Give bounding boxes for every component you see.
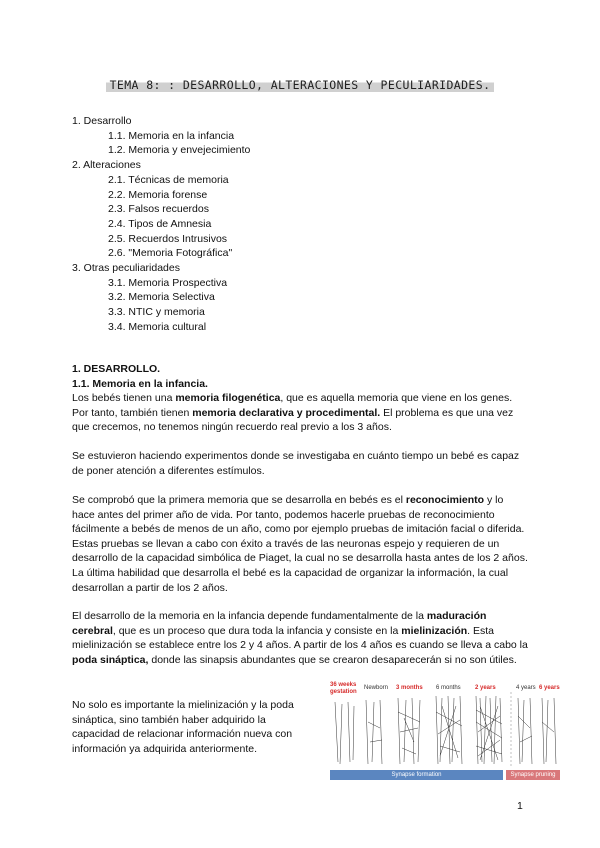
- toc-subitem: 3.1. Memoria Prospectiva: [108, 276, 228, 289]
- document-title-text: TEMA 8: : DESARROLLO, ALTERACIONES Y PECULIARIDADES.: [106, 77, 495, 93]
- neurons-6-months: [436, 696, 462, 764]
- paragraph: Se comprobó que la primera memoria que se desarrolla en bebés es el reconocimiento y lo hace antes del primer año de vida. Por tanto, podemos hacerle pruebas de reconocimiento fácilmente a bebés de menos de un año, como por ejemplo pruebas de imitación facial o diferida. Estas pruebas se llevan a cabo con éxito a través de las neuronas espejo y requieren de un desarrollo de la capacidad simbólica de Piaget, la cual no se desarrolla hasta antes de los 2 años. La última habilidad que desarrolla el bebé es la capacidad de organizar la información, la cual desarrollan a partir de los 2 años.: [72, 494, 528, 594]
- toc-subitem: 2.1. Técnicas de memoria: [108, 173, 229, 186]
- paragraph: Se estuvieron haciendo experimentos donde se investigaba en cuánto tiempo un bebé es capaz de poner atención a diferentes estímulos.: [72, 450, 520, 477]
- toc-item: 2. Alteraciones: [72, 159, 141, 172]
- page-number: 1: [517, 800, 523, 812]
- document-title: [0, 76, 600, 94]
- toc-subitem: 2.4. Tipos de Amnesia: [108, 217, 212, 230]
- neurons-2-years: [476, 696, 502, 764]
- figure-label-6-months: 6 months: [436, 685, 461, 691]
- toc-subitem: 1.1. Memoria en la infancia: [108, 129, 235, 142]
- toc-subitem: 2.2. Memoria forense: [108, 188, 208, 201]
- neurons-3-months: [398, 698, 420, 764]
- toc-subitem: 3.3. NTIC y memoria: [108, 306, 205, 319]
- section-heading: 1. DESARROLLO.: [72, 363, 161, 375]
- toc-subitem: 3.4. Memoria cultural: [108, 320, 207, 333]
- neuron-illustration: [330, 682, 560, 782]
- paragraph: Los bebés tienen una memoria filogenética, que es aquella memoria que viene en los genes. Por tanto, también tienen memoria declarativa y procedimental. El problema es que una vez que crecemos, no tenemos ningún recuerdo real previo a los 3 años.: [72, 392, 514, 434]
- neurons-4-years: [518, 698, 532, 764]
- figure-label-36-weeks: 36 weeks gestation: [330, 682, 357, 695]
- neurons-6-years: [542, 698, 556, 764]
- figure-label-2-years: 2 years: [475, 685, 496, 691]
- figure-label-newborn: Newborn: [364, 685, 389, 691]
- neurons-newborn: [366, 700, 382, 764]
- paragraph: No solo es importante la mielinización y la poda sináptica, sino también haber adquirido la capacidad de relacionar información nueva con información ya adquirida anteriormente.: [72, 699, 294, 755]
- neurons-36-weeks: [335, 702, 354, 764]
- paragraph: El desarrollo de la memoria en la infancia depende fundamentalmente de la maduración cerebral, que es un proceso que dura toda la infancia y consiste en la mielinización. Esta mielinización se establece entre los 2 y 4 años. A partir de los 4 años es cuando se lleva a cabo la poda sináptica, donde las sinapsis abundantes que se crearon desaparecerán si no son útiles.: [72, 610, 528, 666]
- synapse-formation-bar: Synapse formation: [330, 770, 503, 780]
- figure-label-4-years: 4 years: [516, 685, 536, 691]
- table-of-contents: [72, 114, 250, 335]
- toc-item: 1. Desarrollo: [72, 115, 132, 127]
- toc-item: 3. Otras peculiaridades: [72, 262, 180, 275]
- toc-subitem: 1.2. Memoria y envejecimiento: [108, 144, 251, 157]
- subsection-heading: 1.1. Memoria en la infancia.: [72, 378, 208, 390]
- toc-subitem: 2.6. "Memoria Fotográfica": [108, 247, 233, 260]
- synapse-development-figure: [330, 682, 560, 782]
- toc-subitem: 3.2. Memoria Selectiva: [108, 291, 215, 304]
- toc-subitem: 2.5. Recuerdos Intrusivos: [108, 232, 228, 245]
- figure-label-6-years: 6 years: [539, 685, 560, 691]
- toc-subitem: 2.3. Falsos recuerdos: [108, 203, 209, 216]
- figure-label-3-months: 3 months: [396, 685, 423, 691]
- synapse-pruning-bar: Synapse pruning: [506, 770, 560, 780]
